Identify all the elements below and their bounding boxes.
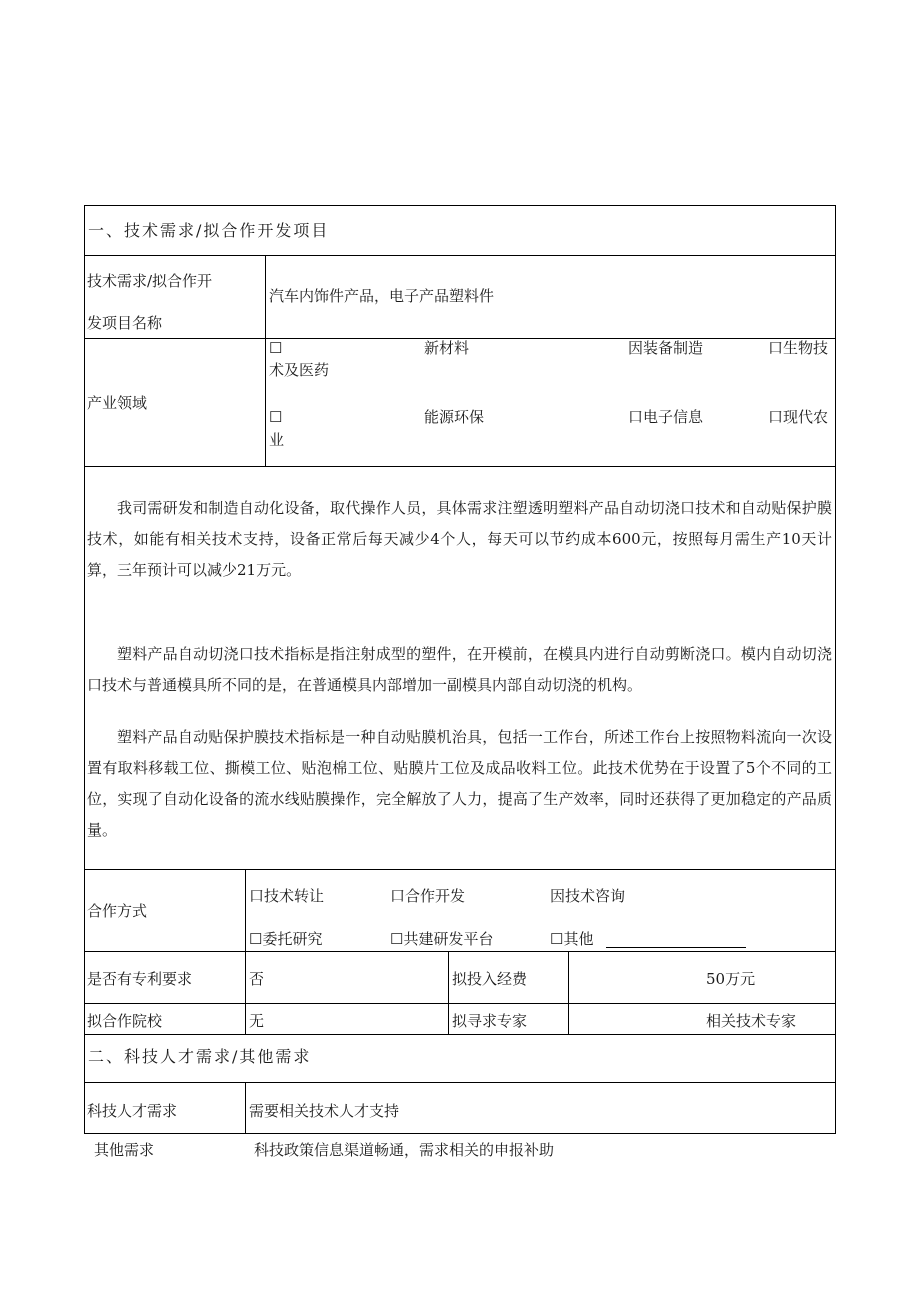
cooperation-option[interactable]: 口合作开发 bbox=[390, 887, 466, 905]
talent-label: 科技人才需求 bbox=[87, 1102, 178, 1120]
project-name-label: 技术需求/拟合作开 bbox=[87, 272, 213, 290]
cooperation-option[interactable]: 因技术咨询 bbox=[550, 887, 626, 905]
funding-value: 50万元 bbox=[706, 970, 756, 988]
cooperation-option[interactable]: ☐其他 bbox=[550, 930, 594, 948]
checkbox-icon[interactable]: ☐ bbox=[269, 339, 283, 357]
project-name-label: 发项目名称 bbox=[87, 314, 163, 332]
row-divider bbox=[84, 1082, 836, 1083]
row-divider bbox=[84, 466, 836, 467]
cooperation-option[interactable]: 口技术转让 bbox=[249, 887, 325, 905]
section-title: 二、科技人才需求/其他需求 bbox=[88, 1047, 312, 1066]
industry-option: 口现代农 bbox=[768, 408, 829, 426]
college-value: 无 bbox=[249, 1012, 265, 1030]
industry-option: 因装备制造 bbox=[628, 339, 704, 357]
industry-option-wrap: 业 bbox=[269, 431, 285, 449]
col-divider bbox=[568, 951, 569, 1035]
col-divider bbox=[265, 255, 266, 467]
industry-option: 能源环保 bbox=[424, 408, 485, 426]
row-divider bbox=[84, 951, 836, 952]
col-divider bbox=[245, 1082, 246, 1134]
industry-option: 新材料 bbox=[424, 339, 470, 357]
industry-label: 产业领域 bbox=[87, 394, 148, 412]
cooperation-label: 合作方式 bbox=[87, 902, 148, 920]
college-label: 拟合作院校 bbox=[87, 1012, 163, 1030]
other-blank-underline[interactable] bbox=[606, 947, 746, 948]
industry-option: 口电子信息 bbox=[628, 408, 704, 426]
checkbox-icon[interactable]: ☐ bbox=[269, 408, 283, 426]
expert-label: 拟寻求专家 bbox=[452, 1012, 528, 1030]
row-divider bbox=[84, 1003, 836, 1004]
talent-value: 需要相关技术人才支持 bbox=[249, 1102, 400, 1120]
industry-option: 口生物技 bbox=[768, 339, 829, 357]
section-title: 一、技术需求/拟合作开发项目 bbox=[88, 221, 330, 240]
col-divider bbox=[448, 951, 449, 1035]
industry-option-wrap: 术及医药 bbox=[269, 361, 330, 379]
funding-label: 拟投入经费 bbox=[452, 970, 528, 988]
description-paragraph: 塑料产品自动贴保护膜技术指标是一种自动贴膜机治具，包括一工作台，所述工作台上按照物料流向一次设置有取料移载工位、撕模工位、贴泡棉工位、贴膜片工位及成品收料工位。此技术优势在于设置了5个不同的工位，实现了自动化设备的流水线贴膜操作，完全解放了人力，提高了生产效率，同时还获得了更加稳定的产品质量。 bbox=[87, 728, 832, 839]
other-value: 科技政策信息渠道畅通，需求相关的申报补助 bbox=[254, 1141, 555, 1159]
description-paragraph: 塑料产品自动切浇口技术指标是指注射成型的塑件，在开模前，在模具内进行自动剪断浇口。模内自动切浇口技术与普通模具所不同的是，在普通模具内部增加一副模具内部自动切浇的机构。 bbox=[87, 645, 832, 694]
row-divider bbox=[84, 869, 836, 870]
patent-label: 是否有专利要求 bbox=[87, 970, 193, 988]
description-paragraph: 我司需研发和制造自动化设备，取代操作人员，具体需求注塑透明塑料产品自动切浇口技术和自动贴保护膜技术，如能有相关技术支持，设备正常后每天减少4个人，每天可以节约成本600元，按照每月需生产10天计算，三年预计可以减少21万元。 bbox=[87, 499, 832, 579]
other-label: 其他需求 bbox=[94, 1141, 155, 1159]
row-divider bbox=[84, 1034, 836, 1035]
col-divider bbox=[245, 869, 246, 1035]
cooperation-option[interactable]: ☐共建研发平台 bbox=[390, 930, 494, 948]
project-name-value: 汽车内饰件产品，电子产品塑料件 bbox=[269, 287, 495, 305]
patent-value: 否 bbox=[249, 970, 265, 988]
cooperation-option[interactable]: ☐委托研究 bbox=[249, 930, 323, 948]
row-divider bbox=[84, 255, 836, 256]
expert-value: 相关技术专家 bbox=[706, 1012, 797, 1030]
